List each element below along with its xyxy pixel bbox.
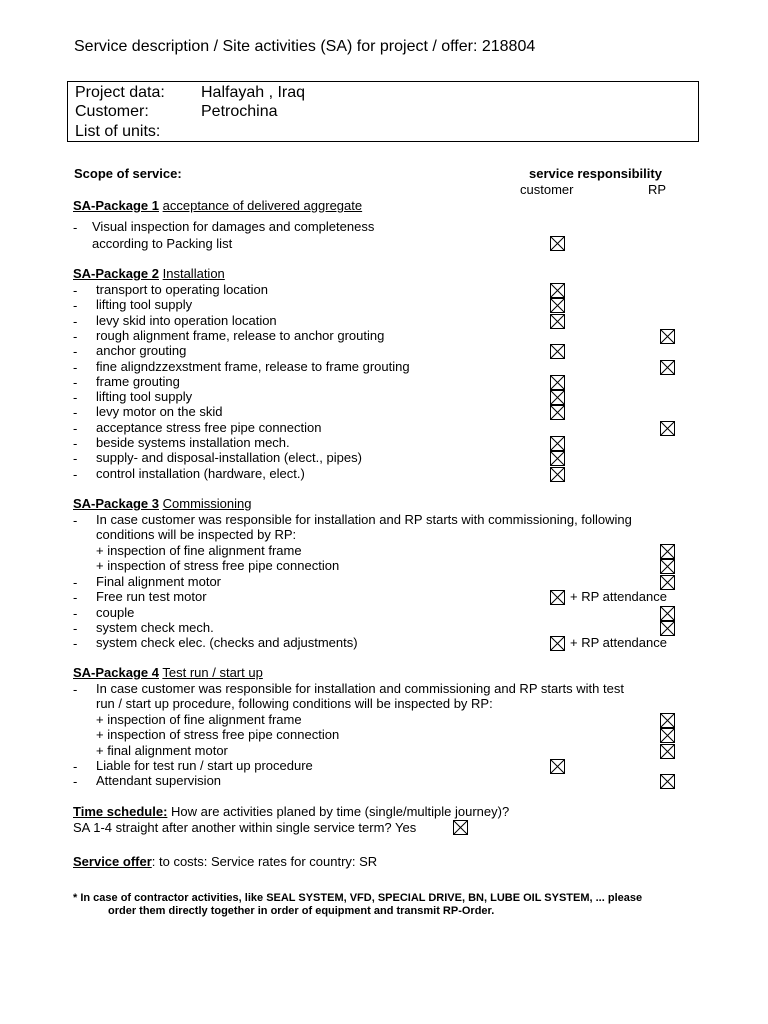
customer-column-header: customer [520, 182, 574, 197]
package-4-heading [73, 665, 263, 680]
package-4-desc: Test run / start up [162, 665, 263, 680]
package-2-item-text: control installation (hardware, elect.) [96, 465, 305, 481]
package-4-intro-line2: run / start up procedure, following conditions will be inspected by RP: [96, 696, 493, 711]
package-2-item-dash: - [73, 328, 78, 344]
package-3-rp-checkbox[interactable] [660, 606, 675, 621]
package-2-item-dash: - [73, 313, 78, 329]
package-2-customer-checkbox[interactable] [550, 405, 565, 420]
package-2-desc: Installation [162, 266, 225, 281]
customer-value: Petrochina [201, 103, 278, 120]
package-3-item-dash: - [73, 636, 78, 652]
package-2-customer-checkbox[interactable] [550, 344, 565, 359]
package-3-intro-dash: - [73, 513, 78, 528]
package-2-item-text: beside systems installation mech. [96, 435, 290, 450]
package-3-item-text: system check mech. [96, 619, 214, 635]
package-2-rp-checkbox[interactable] [660, 421, 675, 436]
package-3-rp-checkbox[interactable] [660, 575, 675, 590]
package-4-name: SA-Package 4 [73, 665, 159, 680]
package-3-rp-attendance: + RP attendance [570, 589, 667, 605]
package-2-rp-checkbox[interactable] [660, 360, 675, 375]
project-data-label: Project data: [75, 84, 165, 101]
service-offer-label: Service offer [73, 854, 152, 869]
package-2-item-dash: - [73, 298, 78, 314]
package-3-sub-item: + inspection of stress free pipe connection [96, 558, 340, 574]
package-4-sub-item: + final alignment motor [96, 742, 228, 758]
package-4-sub-item: + inspection of stress free pipe connection [96, 727, 340, 743]
package-2-rp-checkbox[interactable] [660, 329, 675, 344]
package-3-name: SA-Package 3 [73, 496, 159, 511]
package-4-intro-dash: - [73, 682, 78, 697]
package-4-sub-item: + inspection of fine alignment frame [96, 712, 302, 727]
package-4-sub-rp-checkbox[interactable] [660, 713, 675, 728]
package-1-item-line1: Visual inspection for damages and completeness [92, 219, 375, 234]
footnote-line2: order them directly together in order of equipment and transmit RP-Order. [108, 905, 495, 917]
package-2-item-text: levy skid into operation location [96, 312, 277, 328]
package-1-heading [73, 198, 362, 213]
package-2-name: SA-Package 2 [73, 266, 159, 281]
package-2-item-dash: - [73, 466, 78, 482]
package-2-customer-checkbox[interactable] [550, 467, 565, 482]
package-4-item-dash: - [73, 774, 78, 790]
package-3-item-dash: - [73, 590, 78, 606]
service-offer-line [73, 854, 377, 869]
package-2-item-dash: - [73, 451, 78, 467]
package-3-intro-line2: conditions will be inspected by RP: [96, 527, 297, 542]
time-schedule-yes-checkbox[interactable] [453, 820, 468, 835]
package-3-item-dash: - [73, 605, 78, 621]
package-3-heading [73, 496, 252, 511]
package-2-item-dash: - [73, 436, 78, 451]
package-2-item-dash: - [73, 344, 78, 360]
customer-label: Customer: [75, 103, 149, 120]
package-3-rp-attendance: + RP attendance [570, 635, 667, 651]
package-2-item-dash: - [73, 283, 78, 298]
package-3-item-dash: - [73, 620, 78, 636]
list-of-units-label: List of units: [75, 123, 161, 140]
package-2-item-dash: - [73, 420, 78, 436]
package-2-item-dash: - [73, 374, 78, 390]
package-4-item-text: Attendant supervision [96, 773, 222, 789]
package-2-item-text: frame grouting [96, 373, 180, 389]
package-2-item-text: lifting tool supply [96, 297, 193, 313]
package-3-intro-line1: In case customer was responsible for installation and RP starts with commissioning, following [96, 512, 632, 527]
package-2-item-dash: - [73, 359, 78, 375]
package-1-desc: acceptance of delivered aggregate [162, 198, 363, 213]
footnote-line1: * In case of contractor activities, like SEAL SYSTEM, VFD, SPECIAL DRIVE, BN, LUBE OIL SYSTEM, ... please [73, 892, 643, 904]
package-3-sub-rp-checkbox[interactable] [660, 559, 675, 574]
package-3-item-text: Free run test motor [96, 589, 207, 605]
package-2-heading [73, 266, 225, 281]
package-4-rp-checkbox[interactable] [660, 774, 675, 789]
package-2-item-text: supply- and disposal-installation (elect., pipes) [96, 450, 362, 466]
package-3-item-text: Final alignment motor [96, 574, 221, 589]
package-2-item-text: anchor grouting [96, 343, 187, 359]
package-4-customer-checkbox[interactable] [550, 759, 565, 774]
time-schedule-label: Time schedule: [73, 804, 168, 819]
project-data-value: Halfayah , Iraq [201, 84, 306, 101]
package-3-rp-checkbox[interactable] [660, 621, 675, 636]
package-3-item-text: system check elec. (checks and adjustments) [96, 635, 358, 651]
service-responsibility-header: service responsibility [529, 166, 662, 181]
package-2-item-text: rough alignment frame, release to anchor grouting [96, 327, 385, 343]
package-3-item-dash: - [73, 575, 78, 590]
time-schedule-line [73, 804, 509, 819]
package-3-customer-checkbox[interactable] [550, 590, 565, 605]
package-3-sub-rp-checkbox[interactable] [660, 544, 675, 559]
package-2-item-text: transport to operating location [96, 282, 268, 297]
package-4-item-text: Liable for test run / start up procedure [96, 758, 313, 773]
package-2-item-dash: - [73, 405, 78, 421]
time-schedule-answer: SA 1-4 straight after another within single service term? Yes [73, 820, 417, 835]
service-offer-text: : to costs: Service rates for country: SR [151, 854, 378, 869]
package-2-customer-checkbox[interactable] [550, 283, 565, 298]
package-3-customer-checkbox[interactable] [550, 636, 565, 651]
scope-of-service-label: Scope of service: [74, 166, 182, 181]
package-2-item-text: levy motor on the skid [96, 404, 223, 420]
package-2-customer-checkbox[interactable] [550, 390, 565, 405]
package-2-customer-checkbox[interactable] [550, 314, 565, 329]
rp-column-header: RP [648, 182, 667, 197]
project-data-box [67, 81, 699, 142]
package-3-desc: Commissioning [162, 496, 252, 511]
package-2-customer-checkbox[interactable] [550, 436, 565, 451]
package-2-item-text: acceptance stress free pipe connection [96, 419, 322, 435]
package-2-customer-checkbox[interactable] [550, 451, 565, 466]
time-schedule-question: How are activities planed by time (single/multiple journey)? [171, 804, 510, 819]
page-title: Service description / Site activities (SA) for project / offer: 218804 [74, 38, 536, 55]
package-1-name: SA-Package 1 [73, 198, 159, 213]
package-4-intro-line1: In case customer was responsible for installation and commissioning and RP starts with test [96, 681, 624, 696]
package-2-item-text: lifting tool supply [96, 389, 193, 405]
package-2-item-dash: - [73, 390, 78, 406]
package-1-item-line2: according to Packing list [92, 236, 233, 251]
package-3-item-text: couple [96, 604, 135, 620]
package-4-sub-rp-checkbox[interactable] [660, 728, 675, 743]
package-1-item-dash: - [73, 220, 78, 235]
package-2-customer-checkbox[interactable] [550, 298, 565, 313]
package-1-customer-checkbox[interactable] [550, 236, 565, 251]
package-3-sub-item: + inspection of fine alignment frame [96, 543, 302, 558]
package-4-item-dash: - [73, 759, 78, 774]
package-4-sub-rp-checkbox[interactable] [660, 744, 675, 759]
package-2-customer-checkbox[interactable] [550, 375, 565, 390]
package-2-item-text: fine aligndzzexstment frame, release to frame grouting [96, 358, 410, 374]
